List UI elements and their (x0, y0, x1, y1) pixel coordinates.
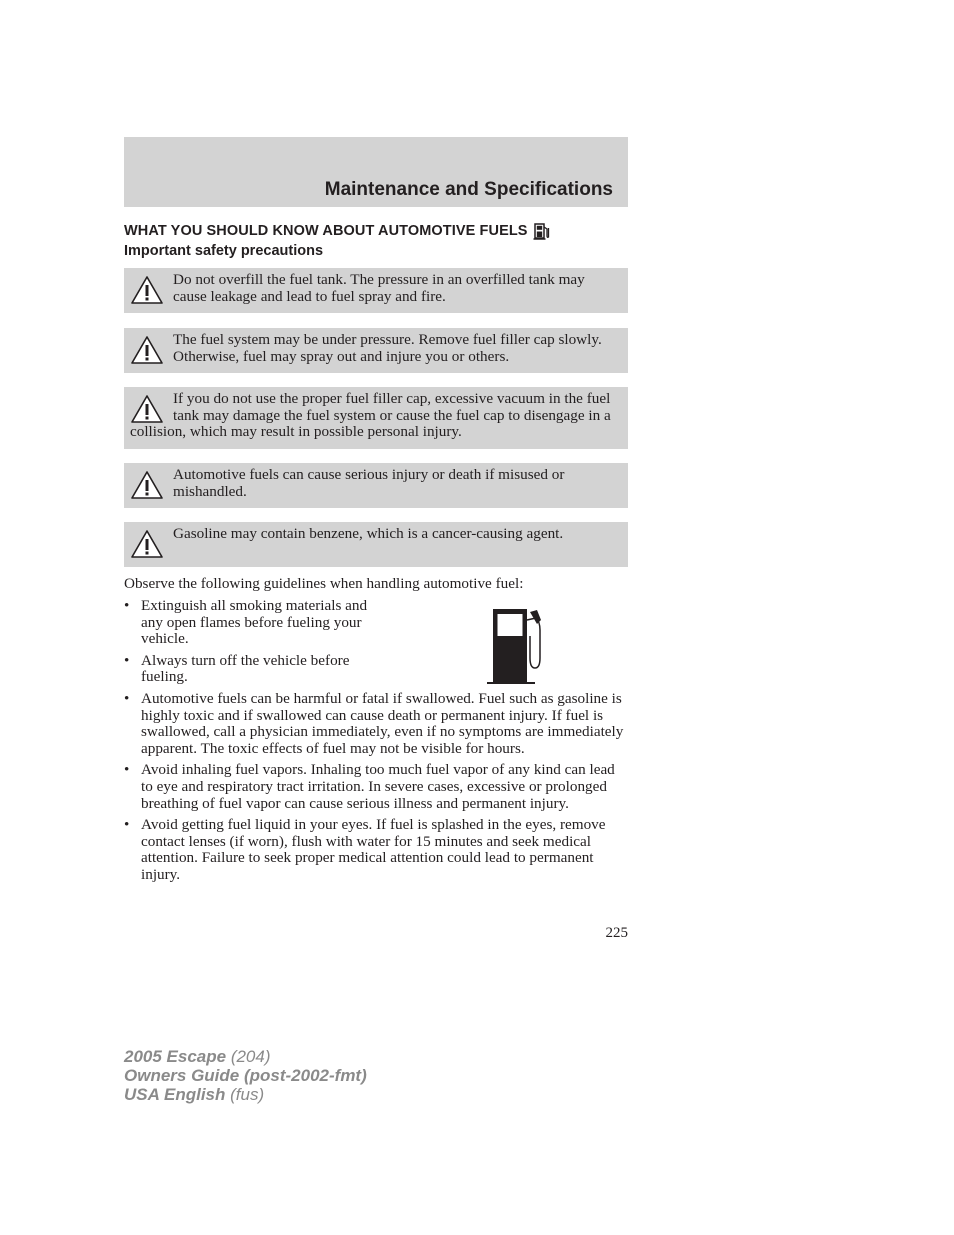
warning-triangle-icon (130, 529, 164, 559)
warning-text: Do not overfill the fuel tank. The pressure in an overfilled tank may cause leakage and lead to fuel spray and fire. (173, 271, 585, 305)
fuel-pump-icon (532, 221, 552, 241)
page-title: Maintenance and Specifications (324, 179, 613, 200)
header-band (124, 137, 628, 207)
list-item: • Extinguish all smoking materials and any open flames before fueling your vehicle. (124, 598, 381, 648)
list-item: • Avoid getting fuel liquid in your eyes. If fuel is splashed in the eyes, remove contact lenses (if worn), flush with water for 15 minutes and seek medical attention. Failure to seek proper medical attention could lead to permanent injury. (124, 817, 628, 883)
warning-box (124, 522, 628, 567)
warning-box (124, 268, 628, 313)
warning-box (124, 463, 628, 508)
intro-text: Observe the following guidelines when handling automotive fuel: (124, 575, 524, 592)
footer-model: 2005 Escape (124, 1047, 227, 1066)
footer-language-code: (fus) (225, 1085, 265, 1104)
list-item: • Always turn off the vehicle before fueling. (124, 653, 381, 686)
section-title-text: WHAT YOU SHOULD KNOW ABOUT AUTOMOTIVE FUELS (124, 223, 528, 239)
guidelines-list (124, 598, 628, 889)
warning-triangle-icon (130, 394, 164, 424)
warning-triangle-icon (130, 470, 164, 500)
warning-text: Gasoline may contain benzene, which is a cancer-causing agent. (173, 525, 564, 542)
page-number: 225 (605, 925, 628, 941)
footer-guide: Owners Guide (post-2002-fmt) (124, 1066, 367, 1085)
footer-language: USA English (124, 1085, 226, 1104)
list-item: • Automotive fuels can be harmful or fatal if swallowed. Fuel such as gasoline is highly toxic and if swallowed can cause death or permanent injury. If fuel is swallowed, call a physician immediately, even if no symptoms are immediately apparent. The toxic effects of fuel may not be visible for hours. (124, 691, 628, 757)
section-title (124, 221, 552, 241)
warning-text: If you do not use the proper fuel filler cap, excessive vacuum in the fuel tank may damage the fuel system or cause the fuel cap to disengage in a collision, which may result in possible personal injury. (130, 390, 611, 441)
warning-text: Automotive fuels can cause serious injury or death if misused or mishandled. (173, 466, 565, 500)
section-subtitle: Important safety precautions (124, 243, 324, 259)
warning-box (124, 328, 628, 373)
footer (124, 1047, 367, 1104)
list-item: • Avoid inhaling fuel vapors. Inhaling too much fuel vapor of any kind can lead to eye and respiratory tract irritation. In severe cases, excessive or prolonged breathing of fuel vapor can cause serious illness and permanent injury. (124, 762, 628, 812)
warning-triangle-icon (130, 335, 164, 365)
warning-box (124, 387, 628, 449)
warning-triangle-icon (130, 275, 164, 305)
warning-text: The fuel system may be under pressure. Remove fuel filler cap slowly. Otherwise, fuel may spray out and injure you or others. (173, 331, 602, 365)
footer-model-code: (204) (226, 1047, 271, 1066)
fuel-pump-icon (484, 606, 550, 686)
